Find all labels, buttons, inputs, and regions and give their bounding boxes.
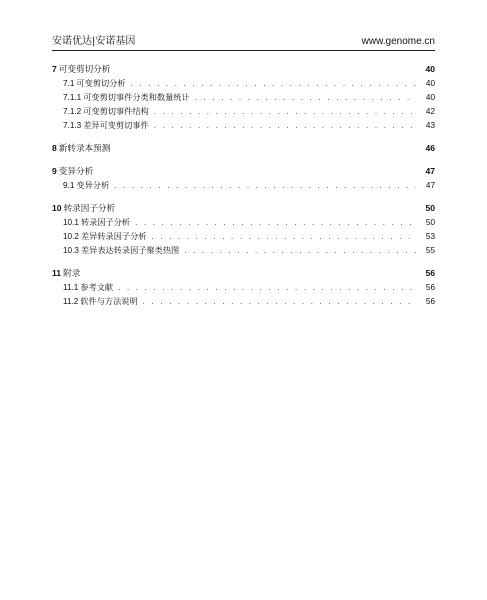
toc-entry-title: 软件与方法说明 [80, 296, 138, 306]
toc-section [52, 201, 435, 257]
toc-entry-number: 7.1.1 [63, 93, 82, 102]
toc-subsection-entry[interactable] [52, 280, 435, 294]
toc-entry-title: 差异可变剪切事件 [83, 120, 149, 130]
toc-dot-leader [154, 119, 416, 133]
toc-entry-number: 9 [52, 166, 57, 176]
toc-dot-leader [118, 281, 416, 295]
toc-page-number: 56 [425, 297, 435, 306]
toc-entry-title: 差异转录因子分析 [80, 231, 147, 241]
toc-entry-number: 7.1.3 [63, 121, 82, 130]
toc-entry-title: 差异表达转录因子聚类热图 [80, 245, 180, 255]
toc-page-number: 43 [425, 121, 435, 130]
toc-dot-leader [143, 295, 416, 309]
toc-subsection-entry[interactable] [52, 294, 435, 308]
toc-subsection-entry[interactable] [52, 229, 435, 243]
toc-entry-number: 11.2 [63, 297, 79, 306]
toc-dot-leader [114, 179, 416, 193]
toc-page-number: 40 [425, 93, 435, 102]
toc-entry-number: 9.1 [63, 181, 75, 190]
toc-entry-title: 新转录本预测 [58, 144, 111, 154]
toc-dot-leader [195, 91, 416, 105]
header-website: www.genome.cn [361, 36, 435, 47]
toc-entry-title: 转录因子分析 [80, 217, 131, 227]
toc-entry-number: 7.1 [63, 79, 75, 88]
toc-entry-title: 变异分析 [76, 180, 110, 190]
toc-page-number: 55 [425, 246, 435, 255]
toc-dot-leader [154, 105, 416, 119]
toc-dot-leader [184, 244, 416, 258]
toc-entry-number: 10 [52, 203, 62, 213]
toc-page-number: 56 [425, 268, 435, 278]
toc-page-number: 50 [425, 218, 435, 227]
header-company-name: 安诺优达|安诺基因 [52, 36, 136, 47]
toc-entry-title: 可变剪切分析 [58, 65, 111, 75]
toc-entry-title: 变异分析 [58, 167, 94, 177]
toc-entry-title: 参考文献 [80, 282, 114, 292]
toc-section [52, 164, 435, 192]
toc-subsection-entry[interactable] [52, 178, 435, 192]
toc-entry-number: 10.3 [63, 246, 79, 255]
toc-subsection-entry[interactable] [52, 90, 435, 104]
toc-entry-number: 11.1 [63, 283, 79, 292]
toc-page-number: 53 [425, 232, 435, 241]
toc-entry-number: 10.2 [63, 232, 79, 241]
toc-entry-title: 转录因子分析 [63, 204, 116, 214]
toc-chapter-entry[interactable] [52, 266, 435, 280]
toc-section [52, 141, 435, 155]
toc-page-number: 56 [425, 283, 435, 292]
toc-page-number: 40 [425, 64, 435, 74]
toc-dot-leader [131, 77, 416, 91]
toc-section [52, 266, 435, 308]
table-of-contents [52, 62, 435, 317]
toc-page-number: 50 [425, 203, 435, 213]
toc-subsection-entry[interactable] [52, 118, 435, 132]
toc-page-number: 40 [425, 79, 435, 88]
toc-entry-title: 附录 [63, 269, 81, 279]
toc-subsection-entry[interactable] [52, 76, 435, 90]
toc-entry-number: 8 [52, 143, 57, 153]
page-header [52, 31, 435, 51]
toc-entry-title: 可变剪切事件分类和数量统计 [83, 92, 190, 102]
toc-entry-number: 7 [52, 64, 57, 74]
toc-chapter-entry[interactable] [52, 141, 435, 155]
toc-page-number: 42 [425, 107, 435, 116]
toc-section [52, 62, 435, 132]
toc-entry-number: 7.1.2 [63, 107, 82, 116]
toc-page-number: 47 [425, 181, 435, 190]
toc-subsection-entry[interactable] [52, 104, 435, 118]
toc-subsection-entry[interactable] [52, 215, 435, 229]
toc-dot-leader [135, 216, 416, 230]
toc-page-number: 46 [425, 143, 435, 153]
toc-chapter-entry[interactable] [52, 164, 435, 178]
toc-entry-number: 11 [52, 268, 62, 278]
toc-entry-title: 可变剪切事件结构 [83, 106, 149, 116]
toc-entry-number: 10.1 [63, 218, 79, 227]
toc-subsection-entry[interactable] [52, 243, 435, 257]
toc-chapter-entry[interactable] [52, 62, 435, 76]
toc-dot-leader [151, 230, 416, 244]
toc-entry-title: 可变剪切分析 [76, 78, 126, 88]
toc-page-number: 47 [425, 166, 435, 176]
toc-chapter-entry[interactable] [52, 201, 435, 215]
